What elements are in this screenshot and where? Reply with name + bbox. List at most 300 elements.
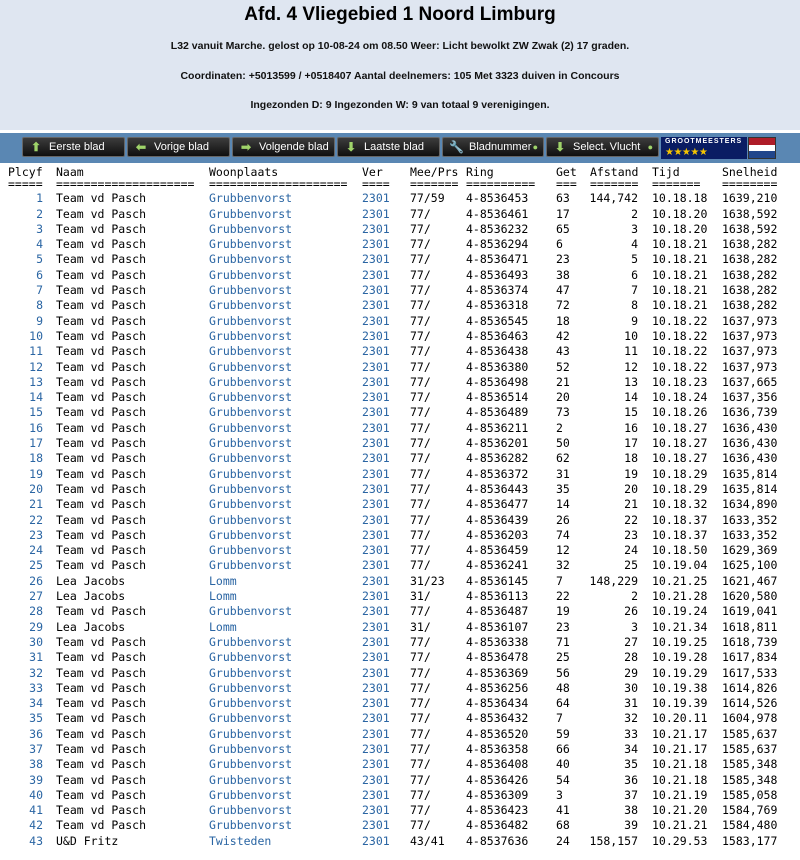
cell-time: 10.18.29 — [652, 481, 708, 496]
cell-marked: 32 — [556, 558, 570, 573]
cell-club[interactable]: 2301 — [362, 374, 390, 389]
cell-time: 10.19.29 — [652, 665, 708, 680]
cell-residence[interactable]: Grubbenvorst — [209, 405, 293, 420]
cell-entries: 77/ — [410, 405, 431, 420]
cell-marked: 17 — [556, 206, 570, 221]
cell-distance: 22 — [624, 512, 638, 527]
cell-time: 10.18.20 — [652, 206, 708, 221]
cell-residence[interactable]: Grubbenvorst — [209, 191, 293, 206]
cell-entries: 77/ — [410, 283, 431, 298]
cell-club[interactable]: 2301 — [362, 283, 390, 298]
cell-ring: 4-8537636 — [466, 833, 529, 848]
cell-distance: 12 — [624, 359, 638, 374]
cell-club[interactable]: 2301 — [362, 221, 390, 236]
cell-residence[interactable]: Lomm — [209, 619, 237, 634]
page-number-label: Bladnummer — [469, 141, 532, 153]
cell-club[interactable]: 2301 — [362, 344, 390, 359]
cell-residence[interactable]: Grubbenvorst — [209, 696, 293, 711]
cell-club[interactable]: 2301 — [362, 543, 390, 558]
cell-ring: 4-8536241 — [466, 558, 529, 573]
cell-entries: 43/41 — [410, 833, 445, 848]
cell-name[interactable]: Team vd Pasch — [56, 696, 147, 711]
cell-speed: 1633,352 — [722, 527, 778, 542]
cell-name[interactable]: Team vd Pasch — [56, 803, 147, 818]
cell-residence[interactable]: Grubbenvorst — [209, 787, 293, 802]
cell-name[interactable]: Team vd Pasch — [56, 252, 147, 267]
cell-club[interactable]: 2301 — [362, 818, 390, 833]
cell-name[interactable]: Team vd Pasch — [56, 267, 147, 282]
cell-residence[interactable]: Grubbenvorst — [209, 283, 293, 298]
cell-name[interactable]: Team vd Pasch — [56, 680, 147, 695]
cell-marked: 42 — [556, 328, 570, 343]
cell-name[interactable]: Team vd Pasch — [56, 818, 147, 833]
cell-name[interactable]: Team vd Pasch — [56, 298, 147, 313]
cell-residence[interactable]: Grubbenvorst — [209, 436, 293, 451]
results-table — [0, 165, 800, 849]
table-row — [0, 252, 800, 267]
cell-time: 10.19.25 — [652, 634, 708, 649]
cell-ring: 4-8536426 — [466, 772, 529, 787]
cell-distance: 144,742 — [589, 191, 638, 206]
cell-residence[interactable]: Grubbenvorst — [209, 711, 293, 726]
cell-name[interactable]: Team vd Pasch — [56, 604, 147, 619]
cell-name[interactable]: Team vd Pasch — [56, 787, 147, 802]
cell-club[interactable]: 2301 — [362, 772, 390, 787]
cell-name[interactable]: Lea Jacobs — [56, 589, 126, 604]
cell-name[interactable]: Team vd Pasch — [56, 543, 147, 558]
cell-entries: 77/ — [410, 558, 431, 573]
cell-name[interactable]: Team vd Pasch — [56, 650, 147, 665]
table-row — [0, 390, 800, 405]
cell-distance: 21 — [624, 497, 638, 512]
cell-time: 10.18.21 — [652, 267, 708, 282]
cell-entries: 31/23 — [410, 573, 445, 588]
table-row — [0, 604, 800, 619]
cell-name[interactable]: Team vd Pasch — [56, 497, 147, 512]
col-header-tijd: Tijd — [652, 165, 680, 179]
cell-residence[interactable]: Grubbenvorst — [209, 206, 293, 221]
cell-distance: 10 — [624, 328, 638, 343]
cell-residence[interactable]: Twisteden — [209, 833, 272, 848]
cell-club[interactable]: 2301 — [362, 298, 390, 313]
cell-time: 10.21.18 — [652, 757, 708, 772]
cell-residence[interactable]: Grubbenvorst — [209, 818, 293, 833]
cell-residence[interactable]: Grubbenvorst — [209, 451, 293, 466]
cell-speed: 1617,533 — [722, 665, 778, 680]
cell-club[interactable]: 2301 — [362, 589, 390, 604]
cell-club[interactable]: 2301 — [362, 359, 390, 374]
cell-club[interactable]: 2301 — [362, 405, 390, 420]
table-row — [0, 467, 800, 482]
cell-placement: 7 — [36, 283, 43, 298]
cell-speed: 1633,352 — [722, 512, 778, 527]
cell-placement: 33 — [29, 680, 43, 695]
cell-name[interactable]: Team vd Pasch — [56, 558, 147, 573]
cell-distance: 3 — [631, 619, 638, 634]
cell-residence[interactable]: Grubbenvorst — [209, 634, 293, 649]
select-flight-button[interactable] — [546, 137, 659, 157]
cell-placement: 8 — [36, 298, 43, 313]
cell-club[interactable]: 2301 — [362, 650, 390, 665]
cell-time: 10.29.53 — [652, 833, 708, 848]
cell-placement: 9 — [36, 313, 43, 328]
cell-entries: 77/ — [410, 374, 431, 389]
cell-name[interactable]: Team vd Pasch — [56, 283, 147, 298]
cell-residence[interactable]: Grubbenvorst — [209, 757, 293, 772]
cell-time: 10.18.21 — [652, 237, 708, 252]
cell-time: 10.18.29 — [652, 466, 708, 481]
table-row — [0, 803, 800, 818]
cell-residence[interactable]: Grubbenvorst — [209, 803, 293, 818]
cell-placement: 40 — [29, 787, 43, 802]
cell-club[interactable]: 2301 — [362, 252, 390, 267]
cell-entries: 77/ — [410, 252, 431, 267]
cell-speed: 1614,526 — [722, 696, 778, 711]
cell-residence[interactable]: Grubbenvorst — [209, 604, 293, 619]
table-row — [0, 314, 800, 329]
table-row — [0, 834, 800, 849]
cell-placement: 27 — [29, 589, 43, 604]
cell-marked: 12 — [556, 543, 570, 558]
cell-residence[interactable]: Grubbenvorst — [209, 558, 293, 573]
cell-ring: 4-8536477 — [466, 497, 529, 512]
cell-name[interactable]: Team vd Pasch — [56, 772, 147, 787]
cell-placement: 13 — [29, 374, 43, 389]
cell-ring: 4-8536432 — [466, 711, 529, 726]
cell-club[interactable]: 2301 — [362, 757, 390, 772]
cell-residence[interactable]: Grubbenvorst — [209, 328, 293, 343]
cell-ring: 4-8536318 — [466, 298, 529, 313]
left-arrow-icon: ⬅ — [135, 140, 147, 154]
cell-placement: 15 — [29, 405, 43, 420]
cell-distance: 9 — [631, 313, 638, 328]
star-rating-icon: ★★★★★ — [665, 147, 708, 158]
cell-residence[interactable]: Grubbenvorst — [209, 252, 293, 267]
cell-residence[interactable]: Grubbenvorst — [209, 420, 293, 435]
cell-residence[interactable]: Grubbenvorst — [209, 741, 293, 756]
cell-club[interactable]: 2301 — [362, 481, 390, 496]
cell-name[interactable]: Team vd Pasch — [56, 451, 147, 466]
cell-name[interactable]: Lea Jacobs — [56, 573, 126, 588]
cell-distance: 27 — [624, 634, 638, 649]
cell-placement: 38 — [29, 757, 43, 772]
cell-name[interactable]: Team vd Pasch — [56, 206, 147, 221]
cell-distance: 36 — [624, 772, 638, 787]
cell-distance: 17 — [624, 436, 638, 451]
page-number-button[interactable] — [442, 137, 544, 157]
table-row — [0, 497, 800, 512]
cell-distance: 39 — [624, 818, 638, 833]
cell-club[interactable]: 2301 — [362, 665, 390, 680]
cell-time: 10.21.28 — [652, 589, 708, 604]
cell-speed: 1638,592 — [722, 206, 778, 221]
cell-speed: 1636,430 — [722, 451, 778, 466]
cell-name[interactable]: Team vd Pasch — [56, 374, 147, 389]
cell-residence[interactable]: Grubbenvorst — [209, 680, 293, 695]
cell-distance: 18 — [624, 451, 638, 466]
cell-residence[interactable]: Grubbenvorst — [209, 497, 293, 512]
cell-marked: 21 — [556, 374, 570, 389]
cell-ring: 4-8536423 — [466, 803, 529, 818]
cell-time: 10.18.27 — [652, 436, 708, 451]
cell-distance: 37 — [624, 787, 638, 802]
cell-placement: 32 — [29, 665, 43, 680]
cell-distance: 148,229 — [589, 573, 638, 588]
cell-name[interactable]: Team vd Pasch — [56, 344, 147, 359]
table-row — [0, 589, 800, 604]
cell-residence[interactable]: Grubbenvorst — [209, 543, 293, 558]
cell-club[interactable]: 2301 — [362, 191, 390, 206]
cell-club[interactable]: 2301 — [362, 237, 390, 252]
separator: === — [556, 177, 577, 192]
col-header-naam: Naam — [56, 165, 84, 179]
previous-page-button[interactable] — [127, 137, 230, 157]
first-page-button[interactable] — [22, 137, 125, 157]
cell-club[interactable]: 2301 — [362, 206, 390, 221]
cell-club[interactable]: 2301 — [362, 680, 390, 695]
cell-club[interactable]: 2301 — [362, 833, 390, 848]
cell-name[interactable]: Team vd Pasch — [56, 634, 147, 649]
cell-ring: 4-8536520 — [466, 726, 529, 741]
separator: ==== — [362, 177, 390, 192]
cell-club[interactable]: 2301 — [362, 497, 390, 512]
expand-icon: ● — [647, 142, 653, 152]
cell-name[interactable]: Team vd Pasch — [56, 527, 147, 542]
table-row — [0, 574, 800, 589]
cell-speed: 1637,973 — [722, 359, 778, 374]
cell-name[interactable]: Team vd Pasch — [56, 665, 147, 680]
cell-name[interactable]: Team vd Pasch — [56, 512, 147, 527]
cell-residence[interactable]: Grubbenvorst — [209, 390, 293, 405]
cell-residence[interactable]: Grubbenvorst — [209, 481, 293, 496]
cell-residence[interactable]: Grubbenvorst — [209, 772, 293, 787]
cell-ring: 4-8536489 — [466, 405, 529, 420]
cell-name[interactable]: Lea Jacobs — [56, 619, 126, 634]
cell-name[interactable]: Team vd Pasch — [56, 436, 147, 451]
cell-time: 10.18.26 — [652, 405, 708, 420]
cell-marked: 59 — [556, 726, 570, 741]
cell-ring: 4-8536438 — [466, 344, 529, 359]
cell-name[interactable]: Team vd Pasch — [56, 191, 147, 206]
cell-marked: 52 — [556, 359, 570, 374]
cell-name[interactable]: Team vd Pasch — [56, 405, 147, 420]
cell-time: 10.18.21 — [652, 283, 708, 298]
cell-residence[interactable]: Grubbenvorst — [209, 466, 293, 481]
cell-marked: 54 — [556, 772, 570, 787]
cell-ring: 4-8536487 — [466, 604, 529, 619]
table-row — [0, 207, 800, 222]
cell-time: 10.19.39 — [652, 696, 708, 711]
table-row — [0, 451, 800, 466]
cell-speed: 1583,177 — [722, 833, 778, 848]
cell-speed: 1584,480 — [722, 818, 778, 833]
table-separator-row — [0, 177, 800, 192]
cell-club[interactable]: 2301 — [362, 573, 390, 588]
cell-residence[interactable]: Grubbenvorst — [209, 237, 293, 252]
cell-time: 10.21.17 — [652, 741, 708, 756]
cell-name[interactable]: Team vd Pasch — [56, 726, 147, 741]
cell-time: 10.18.22 — [652, 359, 708, 374]
cell-marked: 2 — [556, 420, 563, 435]
cell-distance: 29 — [624, 665, 638, 680]
cell-time: 10.19.04 — [652, 558, 708, 573]
cell-club[interactable]: 2301 — [362, 619, 390, 634]
cell-club[interactable]: 2301 — [362, 420, 390, 435]
grootmeesters-badge[interactable] — [661, 137, 747, 159]
cell-time: 10.21.20 — [652, 803, 708, 818]
cell-time: 10.18.24 — [652, 390, 708, 405]
cell-club[interactable]: 2301 — [362, 512, 390, 527]
cell-club[interactable]: 2301 — [362, 696, 390, 711]
cell-distance: 7 — [631, 283, 638, 298]
cell-club[interactable]: 2301 — [362, 527, 390, 542]
cell-name[interactable]: Team vd Pasch — [56, 420, 147, 435]
cell-entries: 77/ — [410, 267, 431, 282]
cell-ring: 4-8536471 — [466, 252, 529, 267]
cell-residence[interactable]: Grubbenvorst — [209, 298, 293, 313]
cell-club[interactable]: 2301 — [362, 267, 390, 282]
cell-marked: 62 — [556, 451, 570, 466]
cell-residence[interactable]: Grubbenvorst — [209, 650, 293, 665]
cell-time: 10.18.20 — [652, 221, 708, 236]
cell-club[interactable]: 2301 — [362, 604, 390, 619]
cell-time: 10.21.18 — [652, 772, 708, 787]
col-header-snelheid: Snelheid — [722, 165, 778, 179]
cell-name[interactable]: Team vd Pasch — [56, 359, 147, 374]
cell-entries: 77/ — [410, 772, 431, 787]
cell-residence[interactable]: Lomm — [209, 589, 237, 604]
cell-club[interactable]: 2301 — [362, 634, 390, 649]
cell-club[interactable]: 2301 — [362, 558, 390, 573]
cell-ring: 4-8536461 — [466, 206, 529, 221]
cell-time: 10.18.22 — [652, 344, 708, 359]
table-row — [0, 360, 800, 375]
cell-distance: 8 — [631, 298, 638, 313]
cell-name[interactable]: Team vd Pasch — [56, 237, 147, 252]
cell-name[interactable]: U&D Fritz — [56, 833, 119, 848]
cell-distance: 23 — [624, 527, 638, 542]
table-row — [0, 283, 800, 298]
cell-club[interactable]: 2301 — [362, 726, 390, 741]
cell-residence[interactable]: Grubbenvorst — [209, 344, 293, 359]
cell-residence[interactable]: Grubbenvorst — [209, 313, 293, 328]
separator: ===== — [8, 177, 43, 192]
cell-name[interactable]: Team vd Pasch — [56, 757, 147, 772]
cell-distance: 33 — [624, 726, 638, 741]
next-page-button[interactable] — [232, 137, 335, 157]
cell-marked: 14 — [556, 497, 570, 512]
cell-distance: 158,157 — [589, 833, 638, 848]
cell-club[interactable]: 2301 — [362, 803, 390, 818]
cell-residence[interactable]: Grubbenvorst — [209, 359, 293, 374]
table-row — [0, 727, 800, 742]
cell-entries: 77/ — [410, 803, 431, 818]
download-icon: ⬇ — [554, 140, 566, 154]
cell-entries: 77/ — [410, 634, 431, 649]
cell-entries: 77/ — [410, 665, 431, 680]
cell-club[interactable]: 2301 — [362, 390, 390, 405]
table-row — [0, 344, 800, 359]
cell-club[interactable]: 2301 — [362, 741, 390, 756]
cell-name[interactable]: Team vd Pasch — [56, 390, 147, 405]
table-row — [0, 528, 800, 543]
cell-residence[interactable]: Lomm — [209, 573, 237, 588]
cell-entries: 31/ — [410, 589, 431, 604]
cell-name[interactable]: Team vd Pasch — [56, 466, 147, 481]
cell-placement: 2 — [36, 206, 43, 221]
cell-name[interactable]: Team vd Pasch — [56, 481, 147, 496]
table-row — [0, 818, 800, 833]
cell-club[interactable]: 2301 — [362, 328, 390, 343]
cell-ring: 4-8536498 — [466, 374, 529, 389]
cell-name[interactable]: Team vd Pasch — [56, 711, 147, 726]
cell-marked: 26 — [556, 512, 570, 527]
cell-residence[interactable]: Grubbenvorst — [209, 665, 293, 680]
separator: ======= — [652, 177, 701, 192]
table-row — [0, 788, 800, 803]
cell-entries: 77/ — [410, 527, 431, 542]
cell-speed: 1638,282 — [722, 237, 778, 252]
cell-time: 10.18.27 — [652, 420, 708, 435]
cell-marked: 65 — [556, 221, 570, 236]
cell-entries: 77/ — [410, 497, 431, 512]
cell-placement: 6 — [36, 267, 43, 282]
cell-name[interactable]: Team vd Pasch — [56, 328, 147, 343]
cell-ring: 4-8536478 — [466, 650, 529, 665]
cell-speed: 1604,978 — [722, 711, 778, 726]
next-page-label: Volgende blad — [259, 141, 329, 153]
cell-entries: 77/ — [410, 328, 431, 343]
cell-name[interactable]: Team vd Pasch — [56, 221, 147, 236]
table-row — [0, 237, 800, 252]
cell-speed: 1584,769 — [722, 803, 778, 818]
cell-entries: 77/ — [410, 650, 431, 665]
cell-club[interactable]: 2301 — [362, 451, 390, 466]
cell-name[interactable]: Team vd Pasch — [56, 741, 147, 756]
cell-club[interactable]: 2301 — [362, 466, 390, 481]
cell-residence[interactable]: Grubbenvorst — [209, 512, 293, 527]
cell-club[interactable]: 2301 — [362, 711, 390, 726]
cell-club[interactable]: 2301 — [362, 436, 390, 451]
cell-marked: 19 — [556, 604, 570, 619]
previous-page-label: Vorige blad — [154, 141, 210, 153]
cell-speed: 1585,058 — [722, 787, 778, 802]
cell-residence[interactable]: Grubbenvorst — [209, 221, 293, 236]
cell-residence[interactable]: Grubbenvorst — [209, 726, 293, 741]
cell-residence[interactable]: Grubbenvorst — [209, 527, 293, 542]
cell-name[interactable]: Team vd Pasch — [56, 313, 147, 328]
cell-speed: 1637,665 — [722, 374, 778, 389]
cell-marked: 20 — [556, 390, 570, 405]
cell-marked: 48 — [556, 680, 570, 695]
cell-speed: 1617,834 — [722, 650, 778, 665]
cell-ring: 4-8536211 — [466, 420, 529, 435]
dutch-flag-icon[interactable] — [748, 137, 776, 159]
last-page-button[interactable] — [337, 137, 440, 157]
cell-club[interactable]: 2301 — [362, 313, 390, 328]
cell-entries: 77/ — [410, 221, 431, 236]
cell-club[interactable]: 2301 — [362, 787, 390, 802]
cell-residence[interactable]: Grubbenvorst — [209, 374, 293, 389]
cell-speed: 1637,973 — [722, 313, 778, 328]
cell-ring: 4-8536309 — [466, 787, 529, 802]
cell-distance: 2 — [631, 206, 638, 221]
cell-residence[interactable]: Grubbenvorst — [209, 267, 293, 282]
cell-ring: 4-8536434 — [466, 696, 529, 711]
cell-placement: 19 — [29, 466, 43, 481]
cell-marked: 64 — [556, 696, 570, 711]
cell-time: 10.18.27 — [652, 451, 708, 466]
